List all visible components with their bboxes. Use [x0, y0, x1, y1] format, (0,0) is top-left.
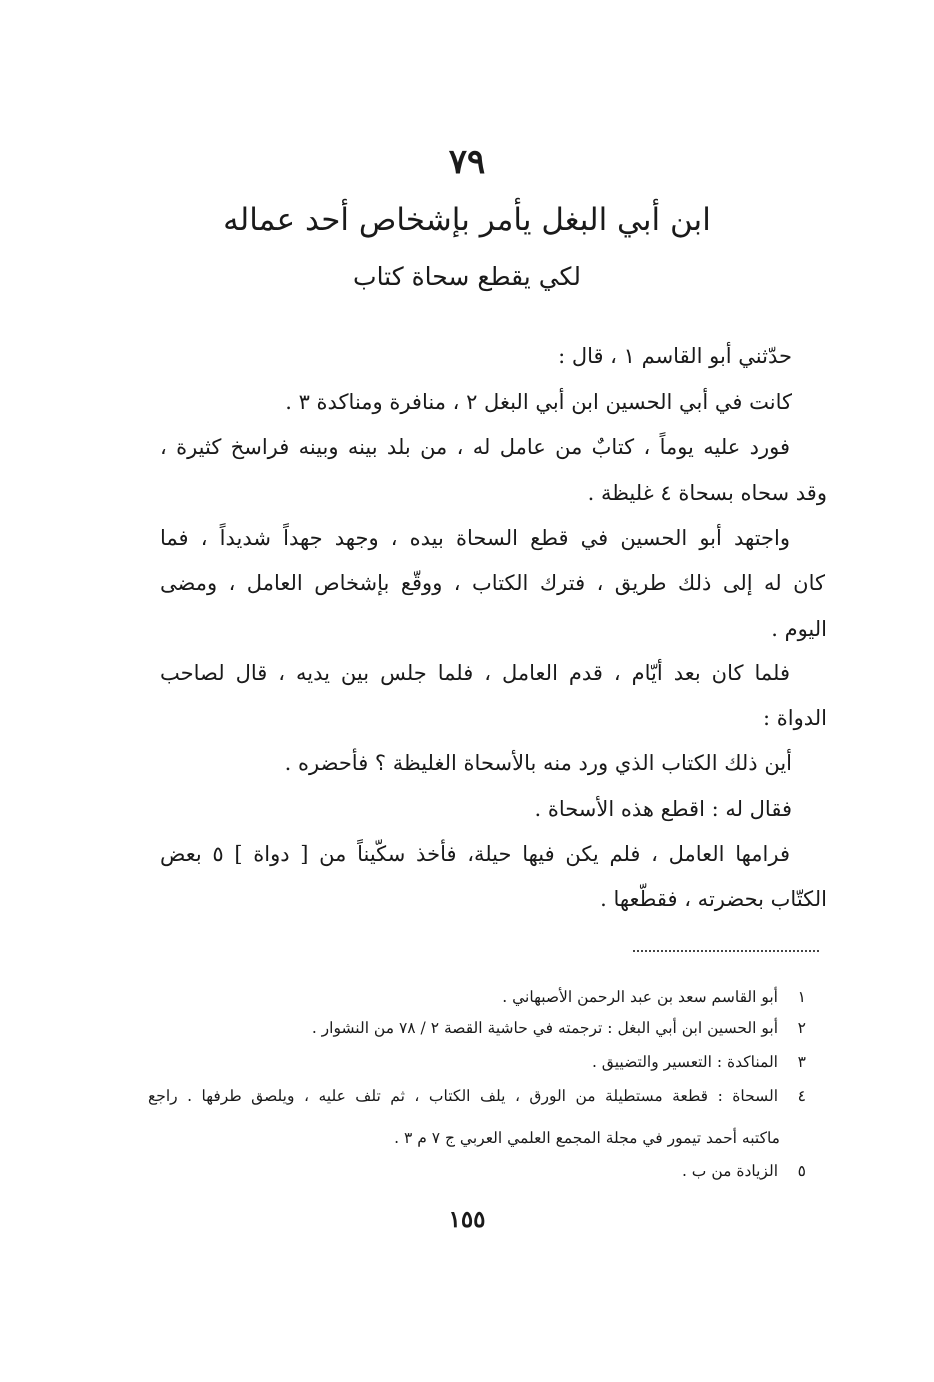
body-line: وقد سحاه بسحاة ٤ غليظة . [587, 481, 827, 505]
footnote [312, 1015, 806, 1041]
footnote-text: أبو القاسم سعد بن عبد الرحمن الأصبهاني . [502, 988, 778, 1006]
footnote [148, 1083, 806, 1109]
footnote [682, 1158, 806, 1184]
body-line: فرامها العامل ، فلم يكن فيها حيلة، فأخذ سكّيناً من [ دواة ] ٥ بعض [160, 842, 790, 866]
footnote-continuation [394, 1125, 780, 1151]
body-line: حدّثني أبو القاسم ١ ، قال : [558, 344, 792, 368]
page-number: ١٥٥ [448, 1206, 486, 1233]
footnote-text: المناكدة : التعسير والتضييق . [591, 1053, 778, 1071]
footnote-number: ١ [797, 988, 806, 1006]
body-line: الدواة : [763, 706, 827, 730]
footnote-text: ماكتبه أحمد تيمور في مجلة المجمع العلمي العربي ج ٧ م ٣ . [394, 1129, 780, 1147]
body-line: كانت في أبي الحسين ابن أبي البغل ٢ ، منافرة ومناكدة ٣ . [285, 390, 792, 414]
story-number: ٧٩ [448, 142, 486, 182]
body-line: فلما كان بعد أيّام ، قدم العامل ، فلما جلس بين يديه ، قال لصاحب [160, 661, 790, 685]
body-line: واجتهد أبو الحسين في قطع السحاة بيده ، وجهد جهداً شديداً ، فما [160, 526, 790, 550]
footnote-text: الزيادة من ب . [681, 1162, 778, 1180]
body-line: اليوم . [771, 617, 827, 641]
body-line: فقال له : اقطع هذه الأسحاة . [534, 797, 792, 821]
footnote [502, 984, 806, 1010]
footnote-number: ٥ [797, 1162, 806, 1180]
footnote-divider [633, 950, 819, 952]
body-line: فورد عليه يوماً ، كتابٌ من عامل له ، من بلد بينه وبينه فراسخ كثيرة ، [160, 435, 790, 459]
footnote [592, 1049, 806, 1075]
story-title: ابن أبي البغل يأمر بإشخاص أحد عماله [223, 202, 711, 238]
footnote-number: ٣ [797, 1053, 806, 1071]
footnote-number: ٢ [797, 1019, 806, 1037]
footnote-number: ٤ [797, 1087, 806, 1105]
footnote-text: أبو الحسين ابن أبي البغل : ترجمته في حاشية القصة ٢ / ٧٨ من النشوار . [311, 1019, 778, 1037]
body-line: كان له إلى ذلك طريق ، فترك الكتاب ، ووقّع بإشخاص العامل ، ومضى [160, 571, 825, 595]
footnote-text: السحاة : قطعة مستطيلة من الورق ، يلف الكتاب ، ثم تلف عليه ، ويلصق طرفها . راجع [148, 1087, 778, 1105]
body-line: أين ذلك الكتاب الذي ورد منه بالأسحاة الغليظة ؟ فأحضره . [284, 751, 792, 775]
story-subtitle: لكي يقطع سحاة كتاب [353, 262, 581, 291]
body-line: الكتّاب بحضرته ، فقطّعها . [600, 887, 827, 911]
